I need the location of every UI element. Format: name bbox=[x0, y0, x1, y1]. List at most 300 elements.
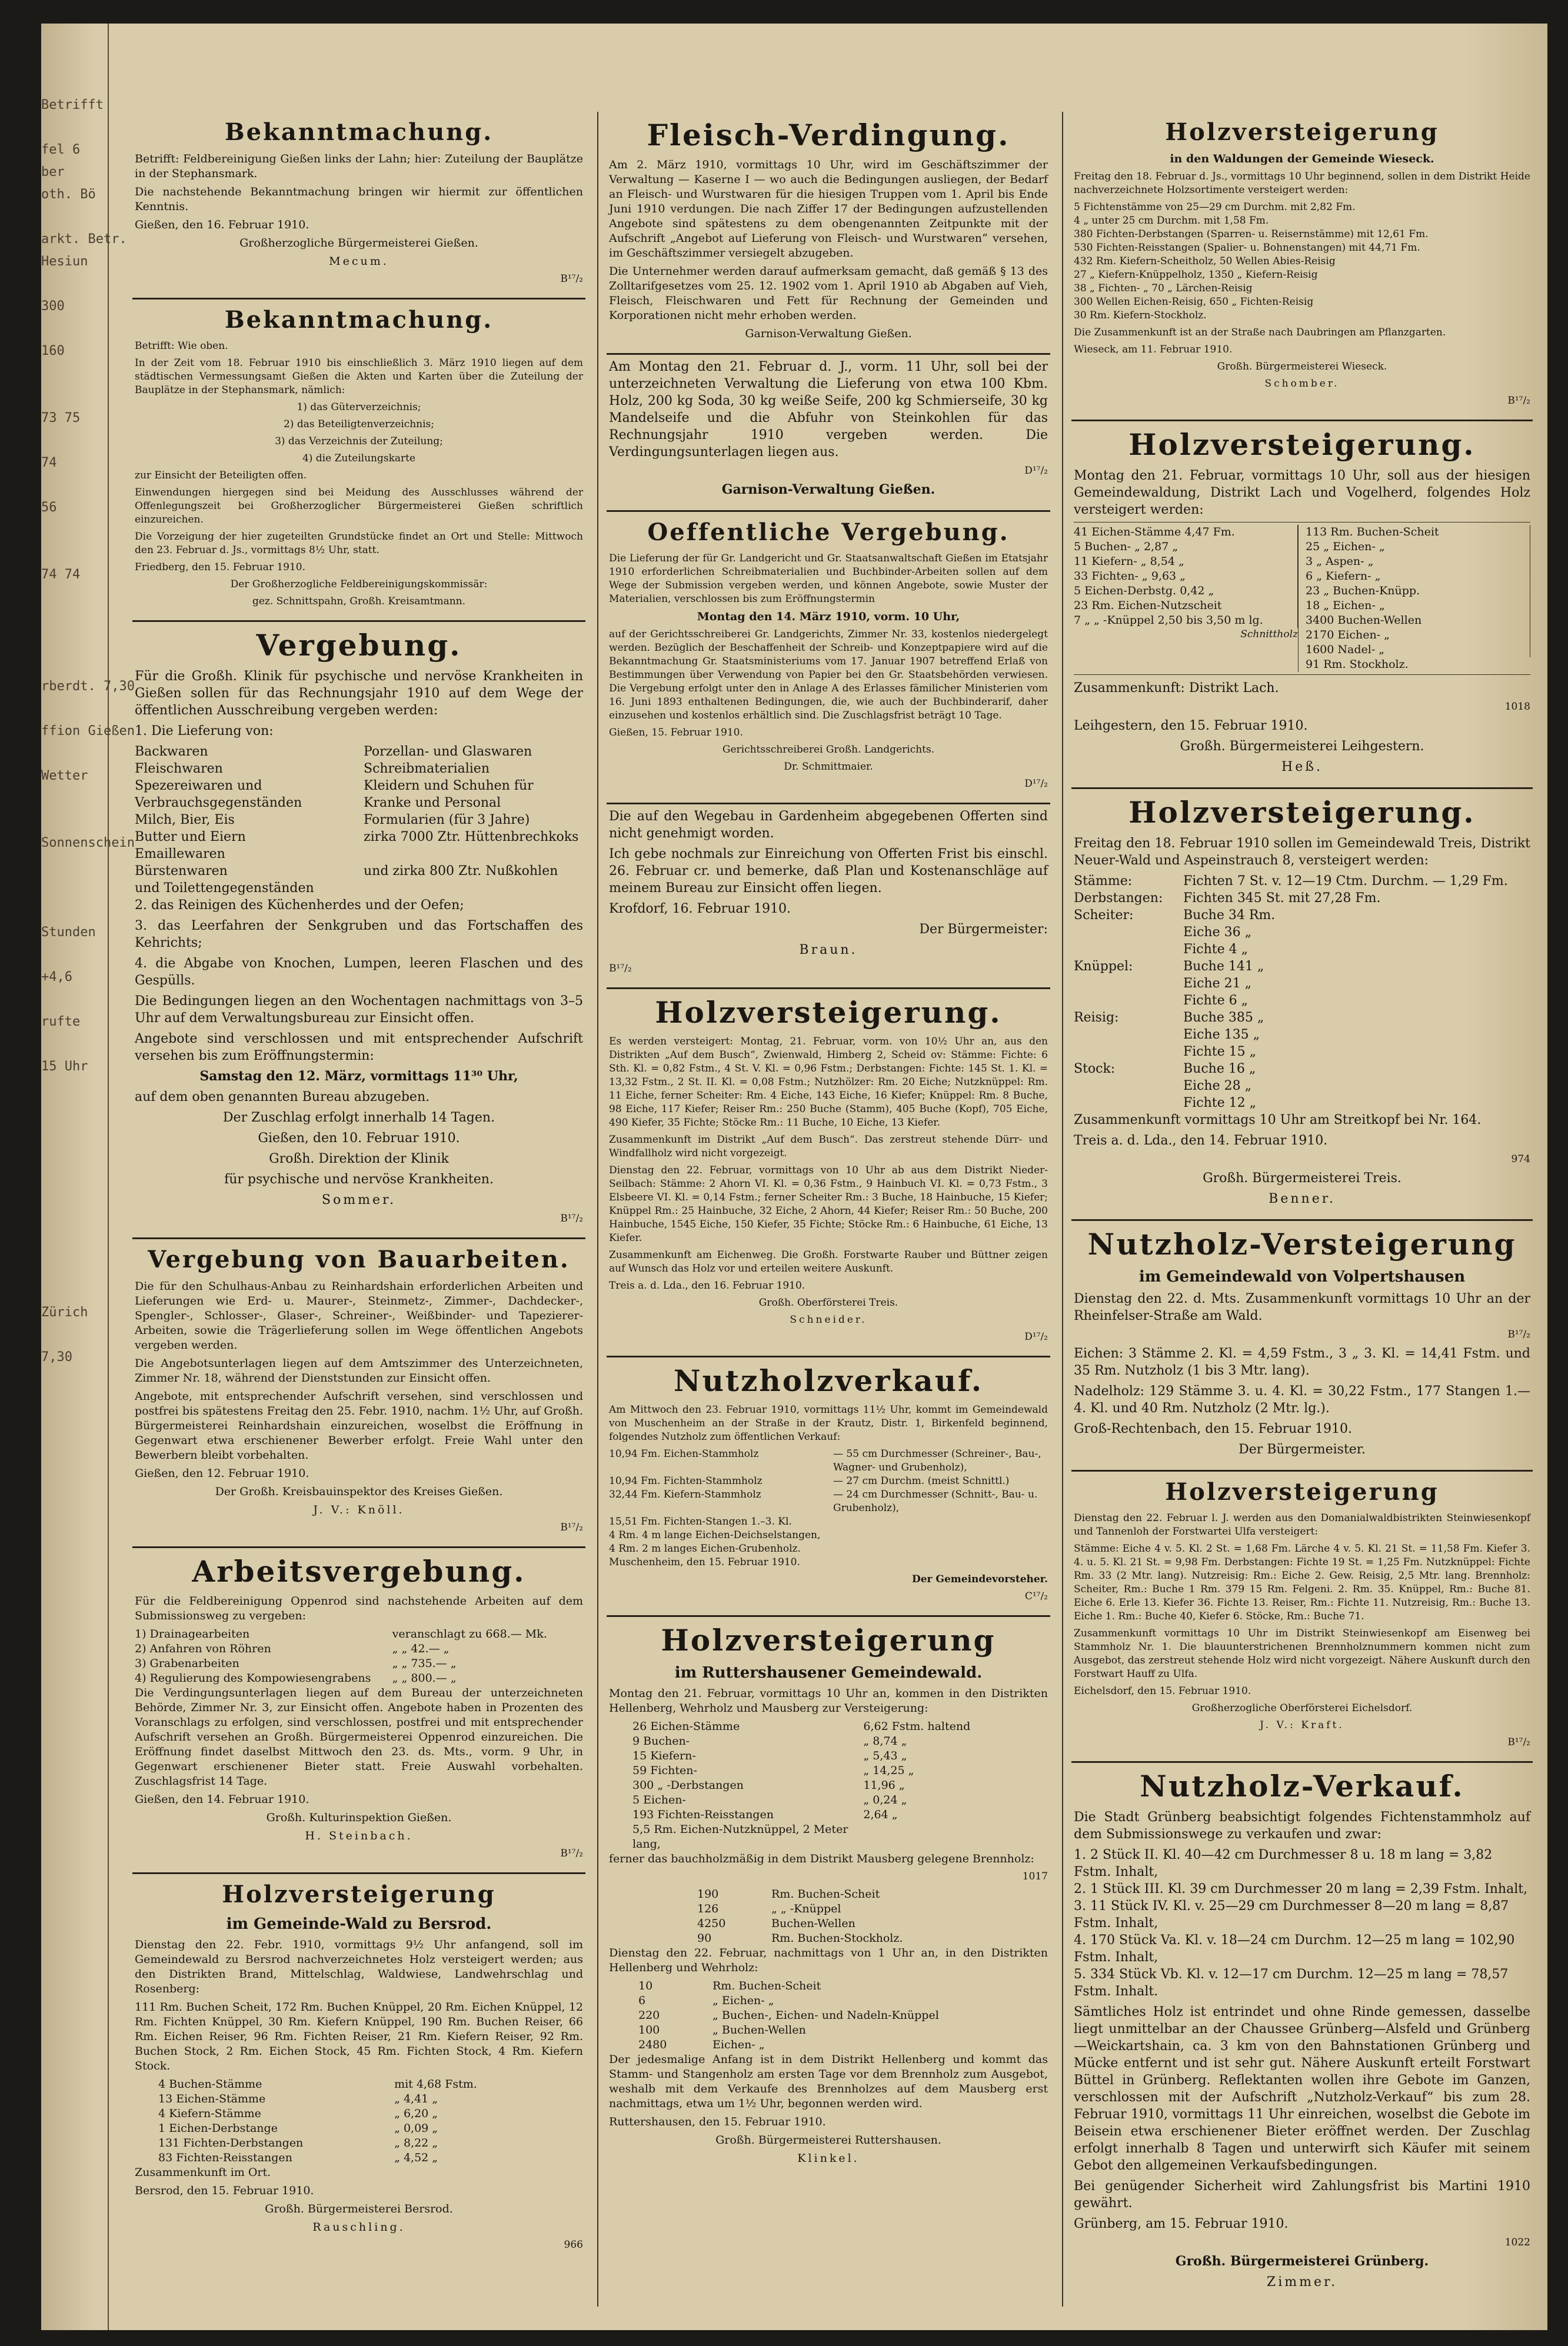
fragment-line bbox=[41, 1123, 108, 1145]
column-2 bbox=[597, 112, 1050, 2307]
wood-note: — 24 cm Durchmesser (Schnitt-, Bau- u. Grubenholz), bbox=[833, 1489, 1038, 1514]
wood-item: Eiche 28 „ bbox=[1183, 1079, 1251, 1093]
wood-item: Buche 34 Rm. bbox=[1183, 908, 1276, 923]
notice-date: Muschenheim, den 15. Februar 1910. bbox=[609, 1556, 800, 1568]
notice-date: Gießen, den 10. Februar 1910. bbox=[258, 1131, 460, 1146]
wood-item: 4 Kiefern-Stämme bbox=[158, 2107, 261, 2120]
notice-nutzholzverkauf-muschenheim bbox=[607, 1357, 1050, 1617]
notice-nutzholz-versteigerung-volpertshausen bbox=[1071, 1221, 1533, 1472]
fragment-line bbox=[41, 787, 108, 810]
wood-amount: „ 14,25 „ bbox=[863, 1764, 914, 1777]
goods-item: und Toilettengegenständen bbox=[135, 881, 314, 896]
notice-body: Montag den 21. Februar, vormittags 10 Uhr, soll aus der hiesigen Gemeindewaldung, Distrikt Lach und Vogelherd, folgendes Holz versteigert werden: bbox=[1074, 468, 1530, 517]
notice-title: Holzversteigerung. bbox=[655, 995, 1002, 1030]
notice-office: Der Bürgermeister: bbox=[919, 922, 1048, 937]
work-cost: „ „ 800.— „ bbox=[392, 1672, 457, 1685]
goods-item: Porzellan- und Glaswaren bbox=[364, 744, 532, 759]
wood-category bbox=[1074, 1094, 1174, 1112]
wood-item: 300 „ -Derbstangen bbox=[632, 1779, 744, 1792]
fragment-line bbox=[41, 541, 108, 564]
notice-office: Großh. Bürgermeisterei Grünberg. bbox=[1175, 2254, 1429, 2269]
notice-signer: Heß. bbox=[1281, 760, 1323, 774]
notice-body: Die Unternehmer werden darauf aufmerksam gemacht, daß gemäß § 13 des Zolltarifgesetzes vom 25. 12. 1902 vom 1. April 1910 ab Abgaben auf Vieh, Fleisch, Fleischwaren und Fett für Rechnung der Gemeinden und Korporationen nicht mehr erhoben werden. bbox=[609, 265, 1048, 322]
notice-date: Grünberg, am 15. Februar 1910. bbox=[1074, 2217, 1289, 2231]
notice-title: Arbeitsvergebung. bbox=[192, 1554, 526, 1589]
wood-item: 33 Fichten- „ 9,63 „ bbox=[1074, 569, 1298, 584]
work-item: 3) Grabenarbeiten bbox=[135, 1657, 239, 1670]
notice-title: Bekanntmachung. bbox=[224, 306, 494, 334]
notice-item: 2. das Reinigen des Küchenherdes und der Oefen; bbox=[135, 898, 464, 913]
fragment-line bbox=[41, 318, 108, 340]
notice-line: Betrifft: Feldbereinigung Gießen links der Lahn; hier: Zuteilung der Bauplätze in der Stephansmark. bbox=[135, 152, 583, 180]
notice-oeffentliche-vergebung bbox=[607, 512, 1050, 804]
wood-item: 432 Rm. Kiefern-Scheitholz, 50 Wellen Abies-Reisig bbox=[1074, 255, 1336, 267]
notice-ref: B¹⁷/₂ bbox=[1507, 395, 1530, 407]
notice-body: Bei genügender Sicherheit wird Zahlungsfrist bis Martini 1910 gewährt. bbox=[1074, 2179, 1530, 2211]
wood-item: Fichten 7 St. v. 12—19 Ctm. Durchm. — 1,29 Fm. bbox=[1183, 874, 1508, 889]
notice-bekanntmachung-2 bbox=[132, 300, 585, 622]
wood-amount bbox=[863, 1822, 1048, 1852]
fragment-line bbox=[41, 1078, 108, 1100]
notice-line: 3) das Verzeichnis der Zuteilung; bbox=[275, 435, 443, 447]
notice-body: Eichen: 3 Stämme 2. Kl. = 4,59 Fstm., 3 „ 3. Kl. = 14,41 Fstm. und 35 Rm. Nutzholz (1 bis 3 Mtr. lang). bbox=[1074, 1346, 1530, 1378]
wood-item: „ Buchen-Wellen bbox=[713, 2024, 806, 2036]
fragment-line bbox=[41, 1279, 108, 1302]
notice-office: Großh. Bürgermeisterei Bersrod. bbox=[265, 2202, 453, 2215]
notice-body: Dienstag den 22. Februar, nachmittags von 1 Uhr an, in den Distrikten Hellenberg und Wehrholz: bbox=[609, 1946, 1048, 1974]
wood-count: 126 bbox=[697, 1902, 719, 1915]
wood-item: 2. 1 Stück III. Kl. 39 cm Durchmesser 20 m lang = 2,39 Fstm. Inhalt, bbox=[1074, 1882, 1528, 1896]
notice-body: 111 Rm. Buchen Scheit, 172 Rm. Buchen Knüppel, 20 Rm. Eichen Knüppel, 12 Rm. Fichten Knüppel, 30 Rm. Kiefern Knüppel, 190 Rm. Buchen Reiser, 66 Rm. Eichen Reiser, 96 Rm. Fichten Reiser, 21 Rm. Kiefern Reiser, 92 Rm. Buchen Stock, 2 Rm. Eichen Stock, 45 Rm. Fichten Stock, 4 Rm. Kiefern Stock. bbox=[135, 2001, 583, 2072]
notice-body: Ich gebe nochmals zur Einreichung von Offerten Frist bis einschl. 26. Februar cr. und bemerke, daß Plan und Kostenanschläge auf meinem Bureau zur Einsicht offen liegen. bbox=[609, 847, 1048, 896]
wood-item: 1. 2 Stück II. Kl. 40—42 cm Durchmesser 8 u. 18 m lang = 3,82 Fstm. Inhalt, bbox=[1074, 1848, 1493, 1879]
wood-item: 13 Eichen-Stämme bbox=[158, 2092, 266, 2105]
notice-title: Holzversteigerung bbox=[222, 1881, 496, 1908]
column-1 bbox=[132, 112, 585, 2307]
notice-title: Holzversteigerung bbox=[1165, 118, 1439, 146]
wood-item: 18 „ Eichen- „ bbox=[1306, 598, 1530, 613]
fragment-line bbox=[41, 519, 108, 541]
notice-ref: 974 bbox=[1511, 1153, 1530, 1165]
notice-title: Holzversteigerung. bbox=[1128, 795, 1476, 830]
notice-holzversteigerung-bersrod bbox=[132, 1874, 585, 2264]
notice-vergebung-klinik bbox=[132, 622, 585, 1239]
fragment-line: Sonnenschein bbox=[41, 836, 135, 850]
wood-item: Eichen- „ bbox=[713, 2038, 765, 2051]
notice-item: 1. Die Lieferung von: bbox=[135, 724, 274, 738]
fragment-line: 56 bbox=[41, 500, 57, 515]
wood-table bbox=[609, 1887, 1048, 1946]
wood-note: — 27 cm Durchm. (meist Schnittl.) bbox=[833, 1475, 1010, 1487]
notice-body: Die Zusammenkunft ist an der Straße nach Daubringen am Pflanzgarten. bbox=[1074, 327, 1446, 338]
notice-arbeitsvergebung bbox=[132, 1548, 585, 1874]
wood-item: 4 Rm. 4 m lange Eichen-Deichselstangen, bbox=[609, 1529, 821, 1541]
fragment-line: 15 Uhr bbox=[41, 1059, 88, 1074]
notice-signer: J. V.: Knöll. bbox=[313, 1503, 405, 1516]
wood-item: 83 Fichten-Reisstangen bbox=[158, 2151, 292, 2164]
fragment-line: Stunden bbox=[41, 925, 96, 940]
notice-office: Garnison-Verwaltung Gießen. bbox=[745, 327, 912, 340]
goods-item bbox=[364, 846, 583, 863]
goods-item bbox=[364, 880, 583, 897]
notice-ref: 1022 bbox=[1504, 2237, 1530, 2248]
wood-table bbox=[609, 1979, 1048, 2052]
notice-body: ferner das bauchholzmäßig in dem Distrikt Mausberg gelegene Brennholz: bbox=[609, 1852, 1034, 1865]
notice-body: Zusammenkunft im Distrikt „Auf dem Busch“. Das zerstreut stehende Dürr- und Windfallholz wird nicht vorgezeigt. bbox=[609, 1134, 1048, 1159]
notice-line: Der Großherzogliche Feldbereinigungskommissär: bbox=[230, 578, 488, 590]
notice-title: Nutzholz-Versteigerung bbox=[1087, 1227, 1517, 1262]
notice-ref: B¹⁷/₂ bbox=[560, 1848, 583, 1859]
newspaper-page bbox=[41, 24, 1547, 2330]
fragment-line: 74 74 bbox=[41, 567, 81, 582]
notice-ref: B¹⁷/₂ bbox=[609, 963, 632, 974]
notice-subtitle: im Gemeinde-Wald zu Bersrod. bbox=[226, 1915, 492, 1933]
notice-date: Bersrod, den 15. Februar 1910. bbox=[135, 2184, 314, 2197]
notice-date: Gießen, 15. Februar 1910. bbox=[609, 727, 743, 738]
notice-signer: Mecum. bbox=[329, 255, 389, 268]
wood-item: 380 Fichten-Derbstangen (Sparren- u. Reisernstämme) mit 12,61 Fm. bbox=[1074, 228, 1429, 240]
notice-item: 4. die Abgabe von Knochen, Lumpen, leeren Flaschen und des Gespülls. bbox=[135, 956, 583, 988]
notice-holzversteigerung-treis-gemeinde bbox=[1071, 789, 1533, 1221]
notice-body: Dienstag den 22. d. Mts. Zusammenkunft vormittags 10 Uhr an der Rheinfelser-Straße am Wald. bbox=[1074, 1292, 1530, 1323]
notice-date: Treis a. d. Lda., den 16. Februar 1910. bbox=[609, 1280, 805, 1292]
goods-item: Schreibmaterialien bbox=[364, 761, 490, 776]
notice-meeting: Zusammenkunft im Ort. bbox=[135, 2166, 271, 2179]
wood-amount: 11,96 „ bbox=[863, 1779, 905, 1792]
goods-item: Milch, Bier, Eis bbox=[135, 813, 235, 827]
wood-item: Rm. Buchen-Scheit bbox=[771, 1888, 880, 1901]
notice-holzversteigerung-eichelsdorf bbox=[1071, 1472, 1533, 1763]
notice-fleisch-verdingung bbox=[607, 112, 1050, 355]
fragment-line bbox=[41, 117, 108, 139]
wood-item: 4 „ unter 25 cm Durchm. mit 1,58 Fm. bbox=[1074, 215, 1269, 227]
notice-meeting: Zusammenkunft: Distrikt Lach. bbox=[1074, 681, 1279, 696]
notice-line: In der Zeit vom 18. Februar 1910 bis einschließlich 3. März 1910 liegen auf dem städtischen Vermessungsamt Gießen die Akten und Karten über die Zuteilung der Bauplätze in der Stephansmark, nämlich: bbox=[135, 357, 583, 396]
notice-office: Großherzogliche Oberförsterei Eichelsdorf. bbox=[1191, 1702, 1413, 1714]
wood-item: 5 Fichtenstämme von 25—29 cm Durchm. mit 2,82 Fm. bbox=[1074, 201, 1356, 213]
wood-item: 10,94 Fm. Fichten-Stammholz bbox=[609, 1475, 763, 1487]
notice-line: Die für den Schulhaus-Anbau zu Reinhardshain erforderlichen Arbeiten und Lieferungen wie Erd- u. Maurer-, Steinmetz-, Zimmer-, Dachdecker-, Spengler-, Schlosser-, Glaser-, Schreiner-, Weißbinder- und Tapezierer-Arbeiten, sowie die Trägerlieferung sollen im Wege öffentlichen Angebots vergeben werden. bbox=[135, 1280, 583, 1352]
notice-date: Wieseck, am 11. Februar 1910. bbox=[1074, 344, 1233, 355]
notice-body: Dienstag den 22. Febr. 1910, vormittags 9½ Uhr anfangend, soll im Gemeindewald zu Bersrod nachverzeichnetes Holz versteigert werden; aus den Distrikten Brand, Mittelschlag, Waldwiese, Landwehrschlag und Rosenberg: bbox=[135, 1938, 583, 1995]
fragment-line bbox=[41, 1100, 108, 1123]
notice-office: Der Großh. Kreisbauinspektor des Kreises Gießen. bbox=[215, 1485, 503, 1498]
wood-split-table bbox=[1074, 522, 1530, 675]
fragment-line bbox=[41, 1212, 108, 1234]
notice-line: auf dem oben genannten Bureau abzugeben. bbox=[135, 1090, 430, 1104]
wood-item: 1 Eichen-Derbstange bbox=[158, 2122, 278, 2135]
notice-body: Am Mittwoch den 23. Februar 1910, vormittags 11½ Uhr, kommt im Gemeindewald von Muschenheim an der Straße in der Krautz, Distr. 1, Birkenfeld beginnend, folgendes Nutzholz zum öffentlichen Verkauf: bbox=[609, 1404, 1048, 1443]
fragment-line: ffion Gießen bbox=[41, 724, 135, 738]
wood-category bbox=[1074, 1026, 1174, 1043]
work-item: 4) Regulierung des Kompowiesengrabens bbox=[135, 1672, 371, 1685]
notice-office: Großh. Bürgermeisterei Wieseck. bbox=[1217, 361, 1387, 372]
wood-table bbox=[135, 2077, 583, 2165]
notice-meeting: Zusammenkunft vormittags 10 Uhr am Streitkopf bei Nr. 164. bbox=[1074, 1113, 1482, 1127]
wood-item: 7 „ „ -Knüppel 2,50 bis 3,50 m lg. bbox=[1074, 613, 1298, 628]
wood-item: Fichte 15 „ bbox=[1183, 1044, 1257, 1059]
notice-subtitle: im Ruttershausener Gemeindewald. bbox=[674, 1664, 983, 1682]
wood-note bbox=[833, 1515, 1048, 1529]
notice-ref: B¹⁷/₂ bbox=[560, 1522, 583, 1533]
previous-column-fragment bbox=[41, 24, 135, 2330]
notice-date: Treis a. d. Lda., den 14. Februar 1910. bbox=[1074, 1133, 1328, 1148]
notice-line: 1) das Güterverzeichnis; bbox=[297, 401, 421, 413]
fragment-line bbox=[41, 586, 108, 608]
wood-category bbox=[1074, 924, 1174, 941]
notice-body: Der jedesmalige Anfang ist in dem Distrikt Hellenberg und kommt das Stamm- und Stangenholz am ersten Tage vor dem Brennholz zum Ausgebot, weshalb mit dem Verkaufe des Brennholzes auf dem Mausberg erst nachmittags, etwa um 1½ Uhr, begonnen werden wird. bbox=[609, 2053, 1048, 2110]
fragment-line: rufte bbox=[41, 1014, 81, 1029]
notice-signer: Sommer. bbox=[321, 1193, 397, 1207]
fragment-line bbox=[41, 430, 108, 452]
fragment-line bbox=[41, 1167, 108, 1190]
wood-amount: „ 4,41 „ bbox=[394, 2092, 438, 2105]
notice-signer: Schneider. bbox=[790, 1314, 867, 1326]
notice-signer: Zimmer. bbox=[1266, 2275, 1338, 2290]
wood-amount: „ 6,20 „ bbox=[394, 2107, 438, 2120]
notice-title: Vergebung. bbox=[256, 628, 462, 663]
notice-signer: H. Steinbach. bbox=[305, 1829, 413, 1842]
notice-line: Angebote sind verschlossen und mit entsprechender Aufschrift versehen bis zum Eröffnungstermin: bbox=[135, 1031, 583, 1063]
fragment-line bbox=[41, 989, 108, 1011]
notice-line: Die Vorzeigung der hier zugeteilten Grundstücke findet an Ort und Stelle: Mittwoch den 23. Februar d. Js., vormittags 8½ Uhr, statt. bbox=[135, 531, 583, 556]
notice-line: Friedberg, den 15. Februar 1910. bbox=[135, 561, 306, 573]
wood-item: 15,51 Fm. Fichten-Stangen 1.–3. Kl. bbox=[609, 1516, 792, 1528]
wood-amount: „ 0,09 „ bbox=[394, 2122, 438, 2135]
work-cost: „ „ 42.— „ bbox=[392, 1642, 450, 1655]
wood-category bbox=[1074, 941, 1174, 958]
notice-office: Großh. Bürgermeisterei Leihgestern. bbox=[1180, 739, 1424, 754]
notice-bekanntmachung-1 bbox=[132, 112, 585, 300]
notice-body: Stämme: Eiche 4 v. 5. Kl. 2 St. = 1,68 Fm. Lärche 4 v. 5. Kl. 21 St. = 11,58 Fm. Kiefer 3. 4. u. 5. Kl. 21 St. = 9,98 Fm. Derbstangen: Fichte 19 St. = 1,25 Fm. Nutzknüppel: Fichte Rm. 33 (2 Mtr. lang). Nutzreisig: Rm.: Eiche 2. Gew. Reisig, 2,5 Mtr. lang. Brennholz: Scheiter, Rm.: Buche 1 Rm. 379 15 Rm. Felgeni. 2. Rm. 35. Knüppel, Rm.: Buche 81. Eiche 6. Erle 13. Kiefer 36. Fichte 13. Reiser, Rm.: Fichte 11. Nutzreisig, Rm.: Buche 13. Eiche 1. Rm.: Buche 40, Kiefer 6. Stöcke, Rm.: Buche 71. bbox=[1074, 1543, 1530, 1622]
notice-office: Großh. Bürgermeisterei Ruttershausen. bbox=[715, 2134, 941, 2147]
fragment-line bbox=[41, 944, 108, 966]
notice-line: Die nachstehende Bekanntmachung bringen wir hiermit zur öffentlichen Kenntnis. bbox=[135, 185, 583, 213]
notice-office: Gerichtsschreiberei Großh. Landgerichts. bbox=[722, 744, 935, 756]
work-item: 1) Drainagearbeiten bbox=[135, 1628, 250, 1640]
notice-date: Gießen, den 14. Februar 1910. bbox=[135, 1793, 309, 1806]
notice-body: Zusammenkunft am Eichenweg. Die Großh. Forstwarte Rauber und Büttner zeigen auf Wunsch das Holz vor und erteilen weitere Auskunft. bbox=[609, 1249, 1048, 1275]
wood-left-column bbox=[1074, 525, 1299, 672]
notice-intro: Für die Feldbereinigung Oppenrod sind nachstehende Arbeiten auf dem Submissionsweg zu vergeben: bbox=[135, 1595, 583, 1622]
notice-ref: 1018 bbox=[1504, 701, 1530, 713]
fragment-line bbox=[41, 899, 108, 921]
wood-amount: „ 4,52 „ bbox=[394, 2151, 438, 2164]
notice-office: Großh. Oberförsterei Treis. bbox=[758, 1297, 898, 1309]
wood-list bbox=[1074, 1846, 1530, 2000]
wood-table bbox=[609, 1719, 1048, 1852]
fragment-line bbox=[41, 1190, 108, 1212]
notice-date: Krofdorf, 16. Februar 1910. bbox=[609, 901, 791, 916]
wood-amount: 6,62 Fstm. haltend bbox=[863, 1720, 971, 1733]
wood-item: 15 Kiefern- bbox=[632, 1749, 696, 1762]
wood-category: Derbstangen: bbox=[1074, 891, 1163, 906]
notice-signer: Dr. Schmittmaier. bbox=[784, 761, 873, 773]
notice-body: Zusammenkunft vormittags 10 Uhr im Distrikt Steinwiesenkopf am Eisenweg bei Stammholz Nr. 1. Die blauunterstrichenen Brennholznummern kommen nicht zum Ausgebot, das zerstreut stehende Holz wird nicht vorgezeigt. Nähere Auskunft durch den Forstwart Hauff zu Ulfa. bbox=[1074, 1628, 1530, 1680]
wood-item: 23 „ Buchen-Knüpp. bbox=[1306, 584, 1530, 598]
goods-item: zirka 7000 Ztr. Hüttenbrechkoks bbox=[364, 830, 579, 844]
wood-category bbox=[1074, 975, 1174, 992]
wood-category: Knüppel: bbox=[1074, 959, 1133, 974]
fragment-line bbox=[41, 273, 108, 295]
wood-right-column bbox=[1306, 525, 1530, 672]
notice-ref: D¹⁷/₂ bbox=[1024, 1331, 1048, 1343]
wood-item: 5 Eichen- bbox=[632, 1793, 686, 1806]
fragment-line: 160 bbox=[41, 344, 65, 358]
notice-subtitle: in den Waldungen der Gemeinde Wieseck. bbox=[1170, 152, 1434, 165]
fragment-line bbox=[41, 1145, 108, 1167]
fragment-line bbox=[41, 362, 108, 385]
notice-office: Großh. Bürgermeisterei Treis. bbox=[1203, 1171, 1401, 1186]
wood-item: 41 Eichen-Stämme 4,47 Fm. bbox=[1074, 525, 1298, 540]
fragment-line: Zürich bbox=[41, 1305, 88, 1320]
notice-body: auf der Gerichtsschreiberei Gr. Landgerichts, Zimmer Nr. 33, kostenlos niedergelegt werden. Bezüglich der Beschaffenheit der Schreib- und Konzeptpapiere wird auf die Bekanntmachung Gr. Staatsministeriums vom 17. Januar 1907 betreffend Erlaß von Bestimmungen über Verwendung von Papier bei den Gr. Staatsbehörden verwiesen. Die Vergebung erfolgt unter den in Anlage A des Erlasses fämilicher Ministerien vom 16. Juni 1893 enthaltenen Bedingungen, die, wie auch der Buchbinderarif, daher einzusehen und kostenlos erhältlich sind. Die Zuschlagsfrist beträgt 10 Tage. bbox=[609, 628, 1048, 721]
wood-count: 2480 bbox=[638, 2038, 667, 2051]
wood-amount: „ 5,43 „ bbox=[863, 1749, 907, 1762]
work-item: 2) Anfahren von Röhren bbox=[135, 1642, 271, 1655]
notice-office: für psychische und nervöse Krankheiten. bbox=[224, 1172, 494, 1187]
fragment-line bbox=[41, 653, 108, 675]
wood-item: 91 Rm. Stockholz. bbox=[1306, 658, 1409, 671]
fragment-line: ber bbox=[41, 165, 65, 179]
notice-line: Angebote, mit entsprechender Aufschrift versehen, sind verschlossen und postfrei bis spätestens Freitag den 25. Febr. 1910, nachm. 1½ Uhr, auf Großh. Bürgermeisterei Reinhardshain einzureichen, woselbst die Eröffnung in Gegenwart etwa erschienener Bewerber erfolgt. Freie Wahl unter den Bewerbern bleibt vorbehalten. bbox=[135, 1390, 583, 1462]
notice-line: Der Zuschlag erfolgt innerhalb 14 Tagen. bbox=[222, 1110, 495, 1125]
fragment-line: 74 bbox=[41, 455, 57, 470]
notice-signer: Schomber. bbox=[1264, 378, 1340, 390]
wood-item: Eiche 36 „ bbox=[1183, 925, 1251, 940]
wood-item: 4 Rm. 2 m langes Eichen-Grubenholz. bbox=[609, 1543, 801, 1555]
notice-body: Dienstag den 22. Februar, vormittags von 10 Uhr ab aus dem Distrikt Nieder-Seilbach: Stämme: 2 Ahorn VI. Kl. = 0,36 Fstm., 9 Hainbuch VI. Kl. = 0,73 Fstm., 3 Elsbeere VI. Kl. = 0,14 Fstm.; ferner Scheiter Rm.: 3 Buche, 18 Hainbuche, 15 Kiefer; Knüppel Rm.: 25 Hainbuche, 32 Eiche, 2 Ahorn, 44 Kiefer; Reiser Rm.: 50 Buche, 200 Hainbuche, 1545 Eiche, 150 Kiefer, 35 Fichte; Stöcke Rm.: 6 Hainbuche, 61 Eiche, 13 Kiefer. bbox=[609, 1164, 1048, 1244]
wood-item: 193 Fichten-Reisstangen bbox=[632, 1808, 774, 1821]
notice-intro: Für die Großh. Klinik für psychische und nervöse Krankheiten in Gießen sollen für das Rechnungsjahr 1910 auf dem Wege der öffentlichen Ausschreibung vergeben werden: bbox=[135, 669, 583, 718]
wood-item: Rm. Buchen-Stockholz. bbox=[771, 1932, 903, 1945]
notice-office: Großherzogliche Bürgermeisterei Gießen. bbox=[239, 237, 478, 249]
wood-count: 220 bbox=[638, 2009, 660, 2022]
wood-count: 6 bbox=[638, 1994, 646, 2007]
wood-item: Buche 385 „ bbox=[1183, 1010, 1264, 1025]
notice-ref: B¹⁷/₂ bbox=[1507, 1736, 1530, 1748]
wood-item: 4 Buchen-Stämme bbox=[158, 2078, 262, 2091]
wood-amount: „ 0,24 „ bbox=[863, 1793, 907, 1806]
wood-item: Rm. Buchen-Scheit bbox=[713, 1979, 821, 1992]
notice-ref: B¹⁷/₂ bbox=[560, 273, 583, 285]
wood-item: Fichte 12 „ bbox=[1183, 1096, 1257, 1110]
notice-line: Einwendungen hiergegen sind bei Meidung des Ausschlusses während der Offenlegungszeit bei Großherzoglicher Bürgermeisterei Gießen schriftlich einzureichen. bbox=[135, 487, 583, 525]
notice-line: 2) das Beteiligtenverzeichnis; bbox=[283, 418, 435, 430]
wood-item: 38 „ Fichten- „ 70 „ Lärchen-Reisig bbox=[1074, 282, 1253, 294]
notice-body: Die Stadt Grünberg beabsichtigt folgendes Fichtenstammholz auf dem Submissionswege zu verkaufen und zwar: bbox=[1074, 1810, 1530, 1842]
wood-item: Fichte 6 „ bbox=[1183, 993, 1249, 1008]
notice-body: Die Verdingungsunterlagen liegen auf dem Bureau der unterzeichneten Behörde, Zimmer Nr. 3, zur Einsicht offen. Angebote haben in Prozenten des Voranschlags zu erfolgen, sind verschlossen, postfrei und mit entsprechender Aufschrift versehen an Großh. Bürgermeisterei Oppenrod einzureichen. Die Eröffnung findet daselbst Mittwoch den 23. ds. Mts., vorm. 9 Uhr, in Gegenwart erschienener Bieter statt. Freie Auswahl vorbehalten. Zuschlagsfrist 14 Tage. bbox=[135, 1686, 583, 1788]
wood-note bbox=[833, 1542, 1048, 1556]
wood-item: 530 Fichten-Reisstangen (Spalier- u. Bohnenstangen) mit 44,71 Fm. bbox=[1074, 242, 1420, 254]
goods-item: und zirka 800 Ztr. Nußkohlen bbox=[364, 864, 558, 878]
wood-item: 131 Fichten-Derbstangen bbox=[158, 2137, 304, 2149]
notice-item: 3. das Leerfahren der Senkgruben und das Fortschaffen des Kehrichts; bbox=[135, 919, 583, 950]
notice-lieferung-garnison bbox=[607, 355, 1050, 512]
fragment-line: 73 75 bbox=[41, 411, 81, 425]
notice-deadline: Montag den 14. März 1910, vorm. 10 Uhr, bbox=[697, 610, 960, 623]
notice-body: Nadelholz: 129 Stämme 3. u. 4. Kl. = 30,22 Fstm., 177 Stangen 1.—4. Kl. und 40 Rm. Nutzholz (2 Mtr. lg.). bbox=[1074, 1384, 1530, 1416]
wood-item: 30 Rm. Kiefern-Stockholz. bbox=[1074, 310, 1207, 321]
work-cost: veranschlagt zu 668.— Mk. bbox=[392, 1628, 547, 1640]
notice-line: zur Einsicht der Beteiligten offen. bbox=[135, 470, 307, 481]
fragment-line bbox=[41, 385, 108, 407]
notice-office: Der Bürgermeister. bbox=[1239, 1442, 1366, 1457]
notice-ref: 966 bbox=[564, 2239, 583, 2251]
fragment-line: Hesiun bbox=[41, 254, 88, 269]
notice-signer: J. V.: Kraft. bbox=[1260, 1719, 1344, 1731]
fragment-line bbox=[41, 854, 108, 877]
wood-item: 11 Kiefern- „ 8,54 „ bbox=[1074, 554, 1298, 569]
wood-category: Scheiter: bbox=[1074, 908, 1134, 923]
notice-body: Am 2. März 1910, vormittags 10 Uhr, wird im Geschäftszimmer der Verwaltung — Kaserne I — wo auch die Bedingungen ausliegen, der Bedarf an Fleisch- und Wurstwaren für die hiesigen Truppen vom 1. April bis Ende Juni 1910 verdungen. Die nach Ziffer 17 der Bedingungen aufzustellenden Angebote sind spätestens zu dem obengenannten Zeitpunkte mit der Aufschrift „Angebot auf Lieferung von Fleisch- und Wurstwaren“ versehen, im Geschäftszimmer versiegelt abzugeben. bbox=[609, 158, 1048, 259]
wood-item: 113 Rm. Buchen-Scheit bbox=[1306, 525, 1530, 540]
notice-holzversteigerung-wieseck bbox=[1071, 112, 1533, 421]
wood-count: 190 bbox=[697, 1888, 719, 1901]
fragment-line bbox=[41, 608, 108, 631]
wood-note bbox=[833, 1529, 1048, 1542]
notice-date: Ruttershausen, den 15. Februar 1910. bbox=[609, 2115, 826, 2128]
goods-item: Spezereiwaren und Verbrauchsgegenständen bbox=[135, 778, 302, 810]
notice-subtitle: im Gemeindewald von Volpertshausen bbox=[1138, 1268, 1466, 1286]
notice-holzversteigerung-leihgestern bbox=[1071, 421, 1533, 789]
notice-signer: Klinkel. bbox=[797, 2152, 860, 2165]
goods-item: Formularien (für 3 Jahre) bbox=[364, 813, 530, 827]
notice-line: Betrifft: Wie oben. bbox=[135, 340, 228, 352]
fragment-line: Betrifft bbox=[41, 98, 104, 112]
wood-table bbox=[1074, 873, 1530, 1112]
notice-ref: B¹⁷/₂ bbox=[560, 1213, 583, 1224]
notice-body: Es werden versteigert: Montag, 21. Februar, vorm. von 10½ Uhr an, aus den Distrikten „Auf dem Busch“, Zwienwald, Himberg 2, Scheid ov: Stämme: Fichte: 6 Sth. Kl. = 0,82 Fstm., 4 St. V. Kl. = 0,96 Fstm.; Derbstangen: Fichte: 145 St. 1. Kl. = 13,32 Fstm., 2 St. II. Kl. = 0,08 Fstm.; Nutzhölzer: Rm. 20 Eiche; Nutzknüppel: Rm. 11 Eiche, ferner Scheiter: Rm. 4 Eiche, 143 Eiche, 16 Kiefer; Knüppel: Rm. 8 Buche, 98 Eiche, 117 Kiefer; Reiser Rm.: 250 Buche (Stamm), 405 Buche (Kopf), 705 Eiche, 490 Kiefer, 35 Fichte; Stöcke Rm.: 11 Buche, 10 Eiche, 13 Kiefer. bbox=[609, 1036, 1048, 1129]
notice-body: Freitag den 18. Februar 1910 sollen im Gemeindewald Treis, Distrikt Neuer-Wald und Aspeinstrauch 8, versteigert werden: bbox=[1074, 836, 1530, 868]
notice-body: Sämtliches Holz ist entrindet und ohne Rinde gemessen, dasselbe liegt unmittelbar an der Chaussee Grünberg—Alsfeld und Grünberg—Weickartshain, ca. 3 km von den Bahnstationen Grünberg und Mücke entfernt und ist sehr gut. Nähere Auskunft erteilt Forstwart Büttel in Grünberg. Reflektanten wollen ihre Gebote im Ganzen, verschlossen mit der Aufschrift „Nutzholz-Verkauf“ bis zum 28. Februar 1910, vormittags 11 Uhr einreichen, woselbst die Gebote im Beisein etwa erschienener Bieter eröffnet werden. Der Zuschlag erfolgt innerhalb 8 Tagen und unterwirft sich Käufer mit seinem Gebot den allgemeinen Verkaufsbedingungen. bbox=[1074, 2005, 1530, 2173]
fragment-line: +4,6 bbox=[41, 970, 72, 984]
wood-item: Eiche 135 „ bbox=[1183, 1027, 1260, 1042]
fragment-line: arkt. Betr. bbox=[41, 232, 127, 247]
wood-count: 4250 bbox=[697, 1917, 726, 1930]
notice-office: Garnison-Verwaltung Gießen. bbox=[721, 482, 936, 497]
wood-item: 5 Eichen-Derbstg. 0,42 „ bbox=[1074, 584, 1298, 598]
wood-count: 100 bbox=[638, 2024, 660, 2036]
wood-item: 5 Buchen- „ 2,87 „ bbox=[1074, 540, 1298, 554]
fragment-line bbox=[41, 877, 108, 899]
wood-item: Buche 141 „ bbox=[1183, 959, 1264, 974]
notice-nutzholz-verkauf-gruenberg bbox=[1071, 1763, 1533, 2302]
fragment-line: Wetter bbox=[41, 768, 88, 783]
goods-item: Bürstenwaren bbox=[135, 864, 228, 878]
notice-title: Oeffentliche Vergebung. bbox=[647, 518, 1010, 546]
column-3 bbox=[1062, 112, 1533, 2307]
work-items bbox=[135, 1627, 583, 1686]
wood-note: Schnittholz bbox=[1240, 628, 1298, 640]
goods-item: Kleidern und Schuhen für Kranke und Personal bbox=[364, 778, 534, 810]
wood-item: 1600 Nadel- „ bbox=[1306, 643, 1530, 657]
wood-category bbox=[1074, 1043, 1174, 1060]
wood-item: 9 Buchen- bbox=[632, 1735, 690, 1748]
fragment-line: rberdt. 7,30 bbox=[41, 679, 135, 694]
notice-line: 4) die Zuteilungskarte bbox=[302, 452, 416, 464]
fragment-line bbox=[41, 1324, 108, 1346]
notice-date: Gießen, den 12. Februar 1910. bbox=[135, 1467, 309, 1480]
goods-item: Fleischwaren bbox=[135, 761, 223, 776]
wood-item: „ Eichen- „ bbox=[713, 1994, 774, 2007]
wood-item: 27 „ Kiefern-Knüppelholz, 1350 „ Kiefern-Reisig bbox=[1074, 269, 1318, 281]
wood-item: 4. 170 Stück Va. Kl. v. 18—24 cm Durchm. 12—25 m lang = 102,90 Fstm. Inhalt, bbox=[1074, 1933, 1515, 1965]
notice-deadline: Samstag den 12. März, vormittags 11³⁰ Uhr, bbox=[199, 1069, 518, 1084]
fragment-line bbox=[41, 1033, 108, 1056]
notice-date: Groß-Rechtenbach, den 15. Februar 1910. bbox=[1074, 1422, 1352, 1436]
